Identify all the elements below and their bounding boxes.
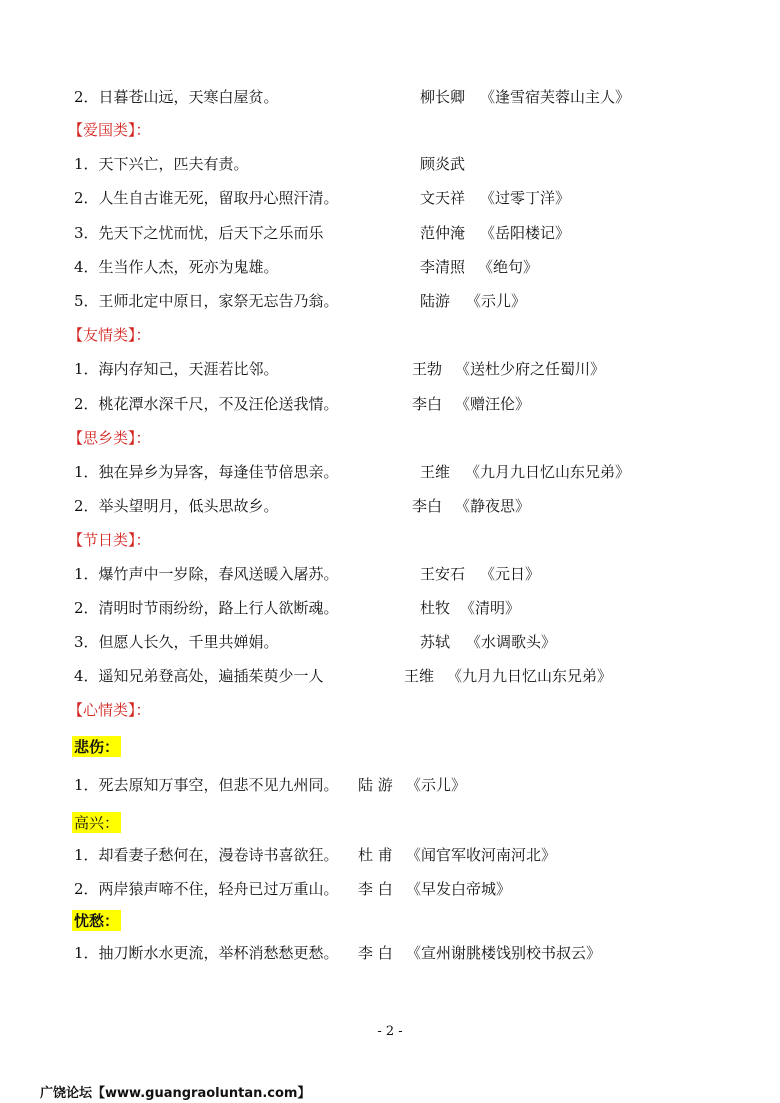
poem-title: 《示儿》 — [406, 776, 467, 794]
poem-line — [0, 625, 780, 655]
category-heading — [0, 421, 780, 451]
category-heading — [0, 523, 780, 553]
poem-text: 2．清明时节雨纷纷，路上行人欲断魂。 — [74, 599, 339, 617]
poem-text: 1．死去原知万事空，但悲不见九州同。 — [74, 776, 339, 794]
poem-text: 3．先天下之忧而忧，后天下之乐而乐 — [74, 224, 324, 242]
poem-line — [0, 557, 780, 587]
poem-author: 陆 游 — [358, 776, 393, 794]
poem-text: 2．桃花潭水深千尺，不及汪伦送我情。 — [74, 395, 339, 413]
category-label: 【心情类】： — [68, 701, 151, 719]
subcategory-heading — [0, 730, 780, 760]
poem-line — [0, 489, 780, 519]
poem-title: 《元日》 — [480, 565, 541, 583]
poem-line — [0, 872, 780, 902]
poem-title: 《闻官军收河南河北》 — [406, 846, 557, 864]
poem-text: 1．却看妻子愁何在，漫卷诗书喜欲狂。 — [74, 846, 339, 864]
poem-author: 范仲淹 — [420, 224, 466, 242]
subcategory-label: 忧愁： — [74, 912, 120, 930]
poem-author: 李 白 — [358, 880, 393, 898]
poem-text: 2．日暮苍山远，天寒白屋贫。 — [74, 88, 279, 106]
poem-text: 2．人生自古谁无死，留取丹心照汗清。 — [74, 189, 339, 207]
poem-text: 1．天下兴亡，匹夫有责。 — [74, 155, 249, 173]
poem-line — [0, 216, 780, 246]
poem-text: 5．王师北定中原日，家祭无忘告乃翁。 — [74, 292, 339, 310]
poem-text: 1．海内存知己，天涯若比邻。 — [74, 360, 279, 378]
poem-author: 柳长卿 — [420, 88, 466, 106]
poem-author: 杜 甫 — [358, 846, 393, 864]
poem-line — [0, 838, 780, 868]
poem-line — [0, 591, 780, 621]
poem-title: 《示儿》 — [466, 292, 527, 310]
category-heading — [0, 693, 780, 723]
poem-line — [0, 352, 780, 382]
poem-author: 王维 — [404, 667, 435, 685]
poem-title: 《送杜少府之任蜀川》 — [455, 360, 606, 378]
poem-text: 3．但愿人长久，千里共婵娟。 — [74, 633, 279, 651]
poem-text: 1．独在异乡为异客，每逢佳节倍思亲。 — [74, 463, 339, 481]
subcategory-heading — [0, 904, 780, 934]
poem-text: 2．两岸猿声啼不住，轻舟已过万重山。 — [74, 880, 339, 898]
poem-line — [0, 659, 780, 689]
poem-author: 王维 — [420, 463, 451, 481]
poem-line — [0, 181, 780, 211]
poem-author: 文天祥 — [420, 189, 466, 207]
poem-text: 2．举头望明月，低头思故乡。 — [74, 497, 279, 515]
poem-author: 李白 — [412, 395, 443, 413]
poem-author: 陆游 — [420, 292, 451, 310]
poem-title: 《清明》 — [460, 599, 521, 617]
poem-title: 《绝句》 — [478, 258, 539, 276]
poem-line — [0, 284, 780, 314]
poem-title: 《早发白帝城》 — [406, 880, 512, 898]
poem-line — [0, 387, 780, 417]
subcategory-label: 悲伤： — [74, 738, 120, 756]
category-label: 【友情类】： — [68, 326, 151, 344]
poem-author: 王勃 — [412, 360, 443, 378]
poem-author: 杜牧 — [420, 599, 451, 617]
page-number: - 2 - — [377, 1024, 403, 1039]
category-heading — [0, 113, 780, 143]
poem-author: 李清照 — [420, 258, 466, 276]
poem-title: 《静夜思》 — [455, 497, 531, 515]
poem-line — [0, 936, 780, 966]
category-label: 【节日类】： — [68, 531, 151, 549]
poem-title: 《赠汪伦》 — [455, 395, 531, 413]
poem-text: 1．爆竹声中一岁除，春风送暖入屠苏。 — [74, 565, 339, 583]
poem-title: 《九月九日忆山东兄弟》 — [447, 667, 613, 685]
poem-line — [0, 455, 780, 485]
category-label: 【思乡类】： — [68, 429, 151, 447]
poem-title: 《水调歌头》 — [466, 633, 557, 651]
poem-line — [0, 147, 780, 177]
poem-title: 《宣州谢朓楼饯别校书叔云》 — [406, 944, 602, 962]
poem-line — [0, 80, 780, 110]
poem-line — [0, 250, 780, 280]
poem-title: 《九月九日忆山东兄弟》 — [465, 463, 631, 481]
footer-site: 广饶论坛【www.guangraoluntan.com】 — [40, 1086, 311, 1101]
poem-author: 王安石 — [420, 565, 466, 583]
poem-title: 《过零丁洋》 — [480, 189, 571, 207]
subcategory-label: 高兴： — [74, 814, 120, 832]
poem-text: 1．抽刀断水水更流，举杯消愁愁更愁。 — [74, 944, 339, 962]
poem-title: 《岳阳楼记》 — [480, 224, 571, 242]
category-heading — [0, 318, 780, 348]
poem-author: 顾炎武 — [420, 155, 466, 173]
poem-line — [0, 768, 780, 798]
poem-text: 4．生当作人杰，死亦为鬼雄。 — [74, 258, 279, 276]
category-label: 【爱国类】： — [68, 121, 151, 139]
poem-author: 李 白 — [358, 944, 393, 962]
poem-author: 李白 — [412, 497, 443, 515]
poem-author: 苏轼 — [420, 633, 451, 651]
poem-text: 4．遥知兄弟登高处，遍插茱萸少一人 — [74, 667, 324, 685]
poem-title: 《逢雪宿芙蓉山主人》 — [480, 88, 631, 106]
subcategory-heading — [0, 806, 780, 836]
